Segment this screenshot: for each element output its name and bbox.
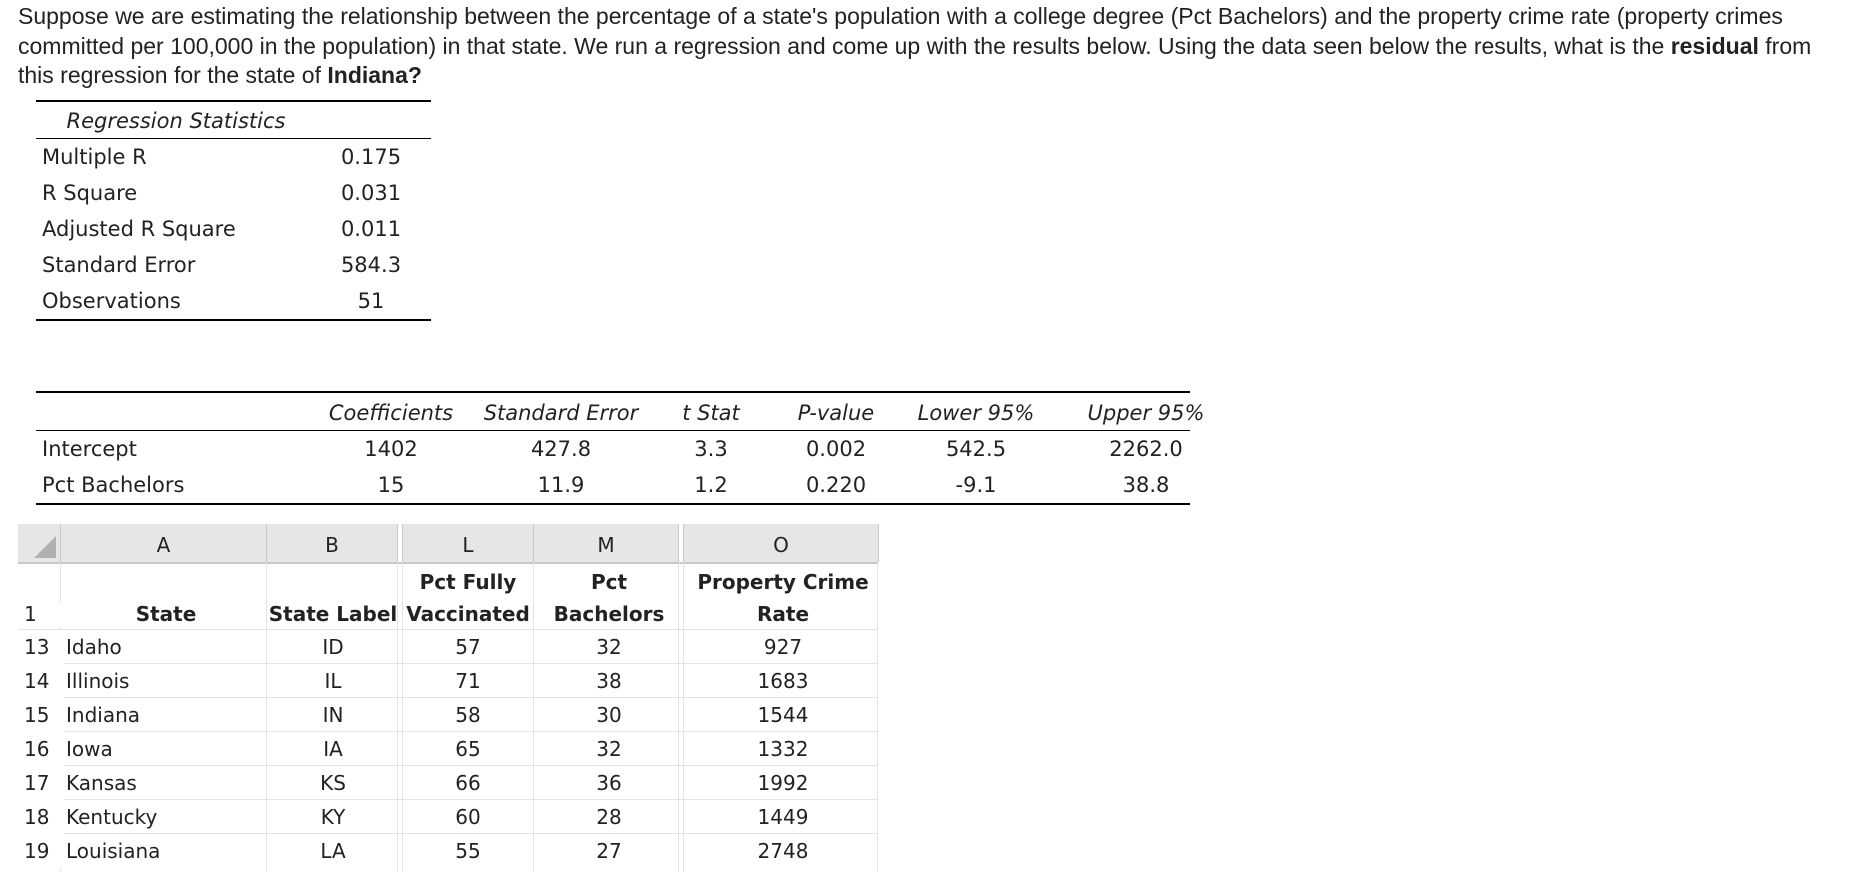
- header-t-stat: t Stat: [682, 401, 740, 425]
- regstat-row: [36, 175, 431, 211]
- regstat-value: 51: [357, 289, 385, 313]
- header-standard-error: Standard Error: [483, 401, 639, 425]
- cell-upper-95: 2262.0: [1109, 437, 1183, 461]
- cell-pct-bachelors: 32: [596, 635, 622, 659]
- cell-state-label: IA: [323, 737, 343, 761]
- cell-state: Iowa: [66, 737, 113, 761]
- table-row: [18, 732, 878, 766]
- row-number: 13: [18, 630, 64, 664]
- cell-property-crime: 1449: [757, 805, 809, 829]
- cell-t-stat: 1.2: [694, 473, 728, 497]
- regstat-value: 0.175: [340, 145, 402, 169]
- question-part-1: Suppose we are estimating the relationship between the percentage of a state's population with a college degree (Pct Bachelors) and the property crime rate (property crimes committed per 100,000 in the population) in that state. We run a regression and come up with the results below. Using the data seen below the results, what is the: [18, 3, 1783, 59]
- column-header-m: M: [534, 524, 679, 562]
- cell-p-value: 0.220: [805, 473, 867, 497]
- sheet-header-row: [18, 564, 878, 630]
- column-header-l: L: [403, 524, 534, 562]
- cell-t-stat: 3.3: [694, 437, 728, 461]
- row-number: 17: [18, 766, 64, 800]
- coefficients-header-row: [36, 391, 1205, 431]
- select-all-triangle-icon: [34, 536, 56, 558]
- header-property-crime-line1: Property Crime: [697, 570, 869, 594]
- row-number: 14: [18, 664, 64, 698]
- cell-pct-vaccinated: 58: [455, 703, 481, 727]
- coefficients-row-intercept: [36, 431, 1190, 467]
- regression-statistics-table: [36, 100, 431, 321]
- row-number: 15: [18, 698, 64, 732]
- header-pct-fully-line1: Pct Fully: [419, 570, 517, 594]
- regstat-label: Observations: [42, 289, 181, 313]
- row-number: 1: [18, 602, 64, 626]
- column-header-b: B: [267, 524, 398, 562]
- question-text: [18, 2, 1844, 91]
- cell-coefficient: 15: [377, 473, 405, 497]
- cell-pct-bachelors: 38: [596, 669, 622, 693]
- cell-state-label: KY: [320, 805, 346, 829]
- cell-upper-95: 38.8: [1122, 473, 1170, 497]
- question-bold-residual: residual: [1670, 32, 1759, 59]
- regstat-label: Adjusted R Square: [42, 217, 236, 241]
- cell-state: Kentucky: [66, 805, 158, 829]
- coefficients-table: [36, 391, 1205, 505]
- cell-pct-vaccinated: 71: [455, 669, 481, 693]
- cell-property-crime: 1544: [757, 703, 809, 727]
- cell-pct-vaccinated: 66: [455, 771, 481, 795]
- row-label: Pct Bachelors: [42, 473, 185, 497]
- select-all-corner: [18, 524, 61, 562]
- row-number: 19: [18, 834, 64, 868]
- header-pct-bachelors-line1: Pct: [590, 570, 628, 594]
- question-bold-indiana: Indiana?: [327, 62, 422, 88]
- cell-state: Louisiana: [66, 839, 161, 863]
- cell-state: Kansas: [66, 771, 137, 795]
- cell-property-crime: 1332: [757, 737, 809, 761]
- regstat-value: 584.3: [340, 253, 402, 277]
- row-number: 18: [18, 800, 64, 834]
- cell-state-label: LA: [320, 839, 346, 863]
- table-row: [18, 698, 878, 732]
- table-row: [18, 800, 878, 834]
- table-row: [18, 664, 878, 698]
- cell-pct-bachelors: 27: [596, 839, 622, 863]
- header-pct-bachelors-line2: Bachelors: [553, 602, 665, 626]
- header-p-value: P-value: [797, 401, 875, 425]
- cell-pct-bachelors: 32: [596, 737, 622, 761]
- cell-pct-vaccinated: 60: [455, 805, 481, 829]
- cell-pct-vaccinated: 57: [455, 635, 481, 659]
- regstat-value: 0.011: [340, 217, 402, 241]
- regression-statistics-header: [36, 100, 431, 139]
- regstat-row: [36, 247, 431, 283]
- cell-pct-bachelors: 28: [596, 805, 622, 829]
- cell-state: Indiana: [66, 703, 141, 727]
- cell-property-crime: 927: [763, 635, 803, 659]
- header-pct-fully-line2: Vaccinated: [406, 602, 530, 626]
- header-state: State: [135, 602, 197, 626]
- regstat-row: [36, 211, 431, 247]
- cell-coefficient: 1402: [364, 437, 418, 461]
- regstat-row: [36, 139, 431, 175]
- row-label: Intercept: [42, 437, 137, 461]
- header-lower-95: Lower 95%: [917, 401, 1035, 425]
- cell-state-label: ID: [322, 635, 344, 659]
- header-upper-95: Upper 95%: [1087, 401, 1205, 425]
- header-coefficients: Coefficients: [328, 401, 454, 425]
- column-header-o: O: [684, 524, 879, 562]
- header-state-label: State Label: [268, 602, 398, 626]
- regression-statistics-title: Regression Statistics: [66, 109, 286, 133]
- cell-property-crime: 2748: [757, 839, 809, 863]
- table-row: [18, 630, 878, 664]
- coefficients-row-pct-bachelors: [36, 467, 1190, 505]
- cell-state: Illinois: [66, 669, 130, 693]
- cell-lower-95: 542.5: [945, 437, 1007, 461]
- cell-standard-error: 427.8: [530, 437, 592, 461]
- cell-state-label: KS: [320, 771, 346, 795]
- cell-lower-95: -9.1: [955, 473, 997, 497]
- regstat-value: 0.031: [340, 181, 402, 205]
- regstat-label: Multiple R: [42, 145, 147, 169]
- header-property-crime-line2: Rate: [756, 602, 810, 626]
- regstat-row: [36, 283, 431, 321]
- column-header-a: A: [61, 524, 267, 562]
- table-row: [18, 766, 878, 800]
- table-row: [18, 834, 878, 868]
- cell-property-crime: 1992: [757, 771, 809, 795]
- cell-pct-vaccinated: 55: [455, 839, 481, 863]
- question-part-2: from this regression for the state of: [18, 32, 1812, 88]
- cell-pct-bachelors: 36: [596, 771, 622, 795]
- cell-property-crime: 1683: [757, 669, 809, 693]
- cell-state: Idaho: [66, 635, 122, 659]
- cell-pct-bachelors: 30: [596, 703, 622, 727]
- cell-standard-error: 11.9: [537, 473, 585, 497]
- regstat-label: R Square: [42, 181, 138, 205]
- cell-p-value: 0.002: [805, 437, 867, 461]
- row-number: 16: [18, 732, 64, 766]
- cell-state-label: IL: [324, 669, 342, 693]
- cell-state-label: IN: [322, 703, 344, 727]
- spreadsheet-excerpt: [18, 524, 878, 872]
- cell-pct-vaccinated: 65: [455, 737, 481, 761]
- regstat-label: Standard Error: [42, 253, 196, 277]
